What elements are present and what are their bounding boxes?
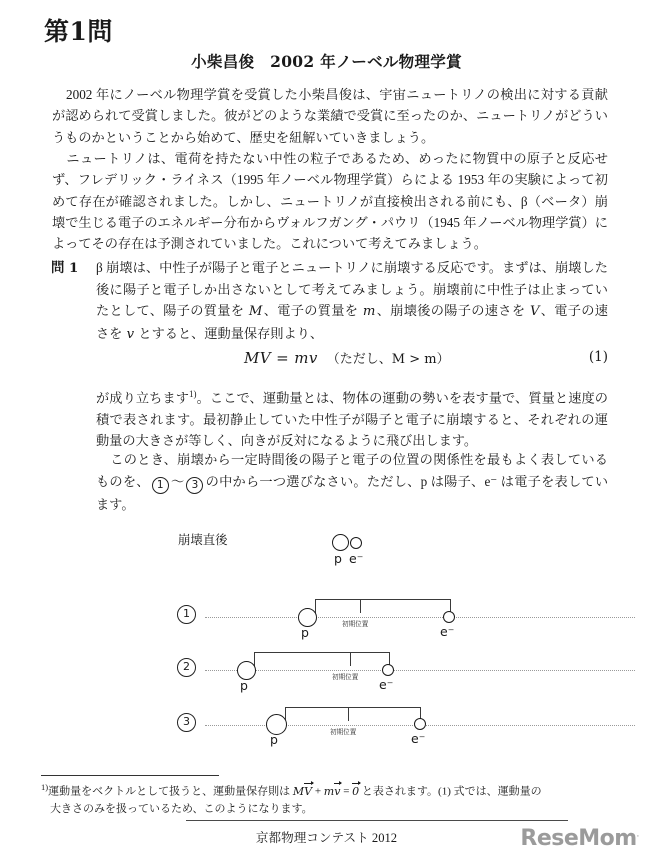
proton-circle-initial bbox=[332, 534, 349, 551]
figure-top-label: 崩壊直後 bbox=[178, 532, 228, 547]
equation-block bbox=[244, 348, 450, 367]
inline-choice-3: 3 bbox=[186, 477, 203, 494]
vector-arrow-zero bbox=[352, 780, 360, 786]
vector-m-symbol: m bbox=[323, 784, 335, 798]
question-label: 問 1 bbox=[51, 260, 79, 276]
vector-M-V bbox=[293, 783, 312, 801]
vector-V-symbol-group bbox=[304, 783, 312, 801]
intro-paragraph-2 bbox=[52, 148, 608, 254]
electron-label-initial: e⁻ bbox=[349, 551, 364, 566]
question-text-f: が成り立ちます bbox=[96, 390, 190, 406]
axis-line-1 bbox=[205, 617, 635, 618]
proton-label-3: p bbox=[270, 732, 278, 747]
question-text-b: 、電子の質量を bbox=[263, 303, 362, 318]
initial-position-label-1: 初期位置 bbox=[342, 620, 369, 628]
variable-M: M bbox=[248, 304, 263, 319]
question-text-d: 、電子の速さを bbox=[96, 303, 608, 341]
initial-position-tick-1 bbox=[360, 599, 361, 613]
initial-position-tick-3 bbox=[348, 707, 349, 721]
watermark-text: ReseMom bbox=[520, 826, 637, 851]
electron-circle-2-1 bbox=[443, 611, 455, 623]
question-body-part-1 bbox=[96, 257, 608, 345]
footnote-equals: = bbox=[340, 785, 353, 798]
option-number-2[interactable]: 2 bbox=[177, 658, 196, 677]
range-tilde: ～ bbox=[170, 473, 185, 489]
vector-zero-symbol: 0 bbox=[352, 784, 360, 798]
axis-line-2 bbox=[205, 670, 635, 671]
subject-title: 小柴昌俊 2002 年ノーベル物理学賞 bbox=[191, 52, 462, 71]
initial-position-label-2: 初期位置 bbox=[332, 673, 359, 681]
vector-arrow-v bbox=[334, 780, 341, 786]
question-body-part-3 bbox=[96, 449, 608, 515]
vector-V-symbol: V bbox=[304, 784, 313, 798]
distance-bracket-2 bbox=[254, 652, 389, 653]
vector-m-v bbox=[324, 783, 341, 801]
decay-figure bbox=[0, 520, 653, 770]
option-number-3[interactable]: 3 bbox=[177, 713, 196, 732]
footnote-text-a: 運動量をベクトルとして扱うと、運動量保存則は bbox=[48, 785, 293, 798]
footnote bbox=[41, 779, 611, 819]
distance-bracket-3 bbox=[285, 707, 420, 708]
inline-choice-1: 1 bbox=[152, 477, 169, 494]
variable-V: V bbox=[529, 304, 540, 319]
resemom-watermark bbox=[520, 826, 639, 851]
electron-circle-2 bbox=[382, 664, 394, 676]
page-title: 第1問 bbox=[44, 17, 113, 46]
option-number-1[interactable]: 1 bbox=[177, 605, 196, 624]
footnote-text-b: と表されます。(1) 式では、運動量の bbox=[359, 785, 542, 798]
proton-label-initial: p bbox=[334, 551, 342, 566]
question-text-a: β 崩壊は、中性子が陽子と電子とニュートリノに崩壊する反応です。まずは、崩壊した後に陽子と電子しか出さないとして考えてみましょう。崩壊前に中性子は止まっていたとして、陽子の質量を bbox=[96, 260, 608, 318]
question-text-c: 、崩壊後の陽子の速さを bbox=[376, 303, 529, 318]
distance-bracket-1 bbox=[315, 599, 450, 600]
equation-formula: MV = mv bbox=[244, 349, 318, 367]
proton-label-2: p bbox=[240, 678, 248, 693]
question-text-g: 。ここで、運動量とは、物体の運動の勢いを表す量で、質量と速度の積で表されます。最初静止していた中性子が陽子と電子に崩壊すると、それぞれの運動量の大きさが等しく、向きが反対になるように飛び出します。 bbox=[96, 390, 608, 449]
footnote-marker: 1) bbox=[41, 782, 49, 792]
footnote-reference: 1) bbox=[189, 389, 197, 399]
vector-M-symbol: M bbox=[292, 784, 305, 798]
paragraph-text: 2002 年にノーベル物理学賞を受賞した小柴昌俊は、宇宙ニュートリノの検出に対する貢献が認められて受賞しました。彼がどのような業績で受賞に至ったのか、ニュートリノがどういうものかということから始めて、歴史を紐解いていきましょう。 bbox=[52, 87, 608, 145]
footer-text: 京都物理コンテスト 2012 bbox=[255, 831, 398, 845]
variable-v: v bbox=[126, 326, 135, 342]
vector-v-symbol: v bbox=[334, 784, 341, 798]
question-text-i: の中から一つ選びなさい。ただし、p は陽子、e⁻ は電子を表しています。 bbox=[96, 473, 609, 512]
variable-m: m bbox=[362, 304, 376, 319]
equation-number: (1) bbox=[588, 349, 608, 365]
electron-circle-3 bbox=[414, 718, 426, 730]
vector-v-symbol-group bbox=[334, 783, 340, 801]
electron-label-2: e⁻ bbox=[379, 677, 394, 692]
watermark-suffix: . bbox=[636, 831, 639, 839]
electron-circle-initial bbox=[350, 537, 362, 549]
question-text-h: このとき、崩壊から一定時間後の陽子と電子の位置の関係性を最もよく表しているものを、 bbox=[96, 452, 608, 489]
electron-label-1: e⁻ bbox=[440, 624, 455, 639]
question-body-part-2 bbox=[96, 384, 608, 452]
paragraph-text: ニュートリノは、電荷を持たない中性の粒子であるため、めったに物質中の原子と反応せず、フレデリック・ライネス（1995 年ノーベル物理学賞）らによる 1953 年の実験によって初めて存在が確認されました。しかし、ニュートリノが直接検出される前にも、β（ベータ）崩壊で生じる電子のエネルギー分布からヴォルフガング・パウリ（1945 年ノーベル物理学賞）によってその存在は予測されていました。これについて考えてみましょう。 bbox=[52, 151, 608, 252]
question-text-e: とすると、運動量保存則より、 bbox=[135, 325, 324, 341]
footer-divider bbox=[186, 820, 568, 821]
footnote-plus: + bbox=[312, 785, 324, 798]
intro-paragraph-1 bbox=[52, 84, 608, 148]
equation-condition: （ただし、M > m） bbox=[326, 352, 450, 367]
initial-position-label-3: 初期位置 bbox=[330, 728, 357, 736]
initial-position-tick-2 bbox=[350, 652, 351, 666]
vector-zero-group bbox=[352, 783, 359, 801]
vector-arrow-V bbox=[304, 780, 313, 786]
footnote-text-c: 大きさのみを扱っているため、このようになります。 bbox=[50, 803, 313, 816]
electron-label-3: e⁻ bbox=[411, 731, 426, 746]
proton-label-1: p bbox=[301, 625, 309, 640]
footnote-divider bbox=[41, 775, 219, 776]
